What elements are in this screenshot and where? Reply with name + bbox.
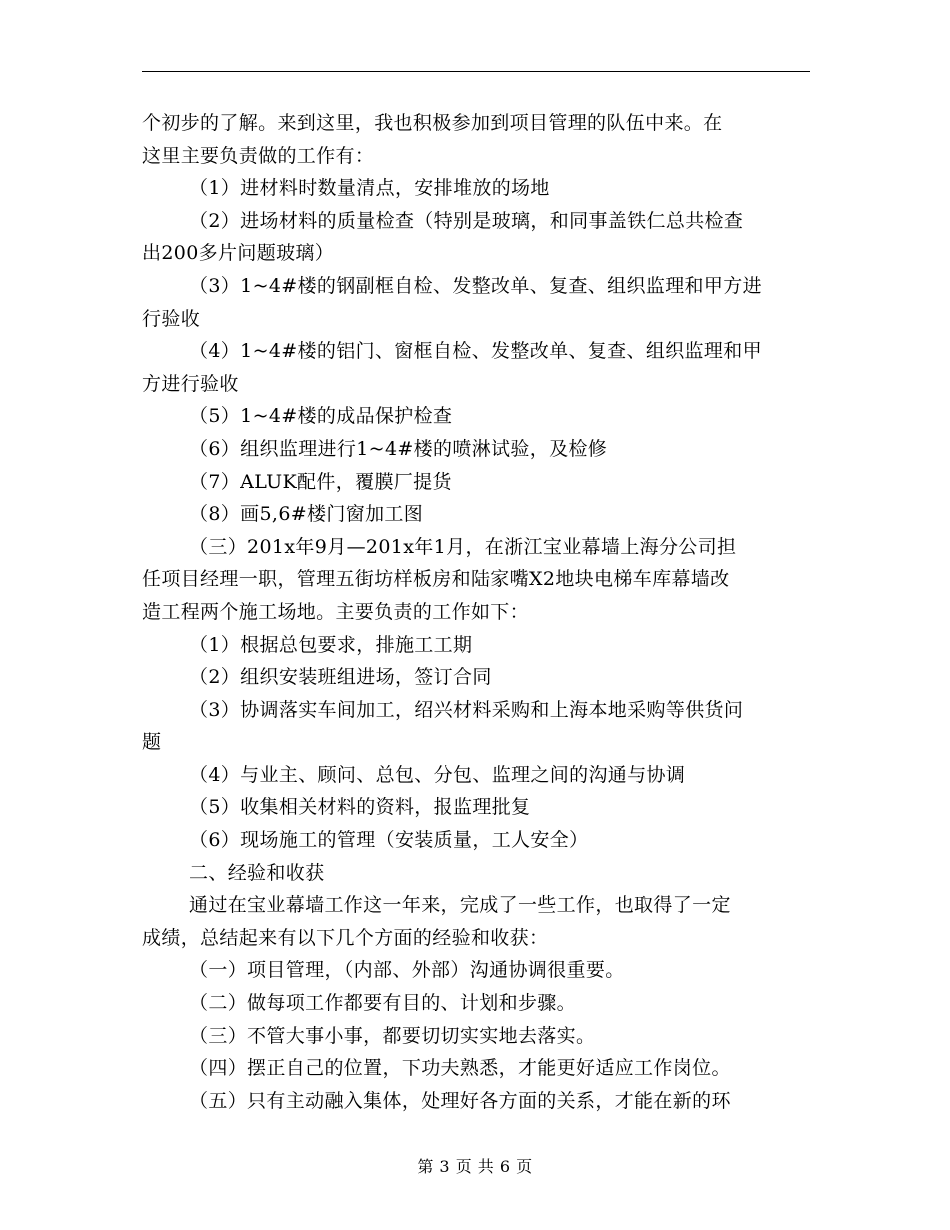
text-line: 二、经验和收获 <box>189 861 325 884</box>
text-line: （二）做每项工作都要有目的、计划和步骤。 <box>189 992 577 1015</box>
text-line: （3）协调落实车间加工，绍兴材料采购和上海本地采购等供货问 <box>189 698 744 721</box>
text-line: （6）组织监理进行1~4#楼的喷淋试验，及检修 <box>189 437 608 460</box>
page-footer: 第 3 页 共 6 页 <box>417 1157 533 1176</box>
text-line: （7）ALUK配件，覆膜厂提货 <box>189 470 452 493</box>
text-line: （1）进材料时数量清点，安排堆放的场地 <box>189 177 550 200</box>
header-rule <box>142 71 810 72</box>
text-line: 任项目经理一职，管理五街坊样板房和陆家嘴X2地块电梯车库幕墙改 <box>142 568 730 591</box>
text-line: 这里主要负责做的工作有： <box>142 144 375 167</box>
text-line: （8）画5,6#楼门窗加工图 <box>189 503 424 526</box>
text-line: 方进行验收 <box>142 372 239 395</box>
text-line: 成绩，总结起来有以下几个方面的经验和收获： <box>142 926 549 949</box>
text-line: （4）1~4#楼的铝门、窗框自检、发整改单、复查、组织监理和甲 <box>189 340 762 363</box>
text-line: 题 <box>142 731 162 754</box>
text-line: （2）进场材料的质量检查（特别是玻璃，和同事盖铁仁总共检查 <box>189 209 744 232</box>
text-line: （2）组织安装班组进场，签订合同 <box>189 666 492 689</box>
text-line: （四）摆正自己的位置，下功夫熟悉，才能更好适应工作岗位。 <box>189 1057 731 1080</box>
text-line: （4）与业主、顾问、总包、分包、监理之间的沟通与协调 <box>189 763 686 786</box>
text-line: （5）1~4#楼的成品保护检查 <box>189 405 453 428</box>
text-line: （6）现场施工的管理（安装质量，工人安全） <box>189 829 589 852</box>
text-line: （1）根据总包要求，排施工工期 <box>189 633 473 656</box>
document-body <box>142 107 810 1117</box>
text-line: （一）项目管理，（内部、外部）沟通协调很重要。 <box>189 959 625 982</box>
text-line: 造工程两个施工场地。主要负责的工作如下： <box>142 600 530 623</box>
text-line: 出200多片问题玻璃） <box>142 242 335 265</box>
text-line: 行验收 <box>142 307 201 330</box>
text-line: 通过在宝业幕墙工作这一年来，完成了一些工作，也取得了一定 <box>189 894 731 917</box>
text-line: （五）只有主动融入集体，处理好各方面的关系，才能在新的环 <box>189 1089 731 1112</box>
text-line: （3）1~4#楼的钢副框自检、发整改单、复查、组织监理和甲方进 <box>189 274 762 297</box>
text-line: （三）不管大事小事，都要切切实实地去落实。 <box>189 1024 596 1047</box>
text-line: 个初步的了解。来到这里，我也积极参加到项目管理的队伍中来。在 <box>142 112 723 134</box>
text-line: （三）201x年9月—201x年1月，在浙江宝业幕墙上海分公司担 <box>189 535 737 558</box>
text-line: （5）收集相关材料的资料，报监理批复 <box>189 796 531 819</box>
